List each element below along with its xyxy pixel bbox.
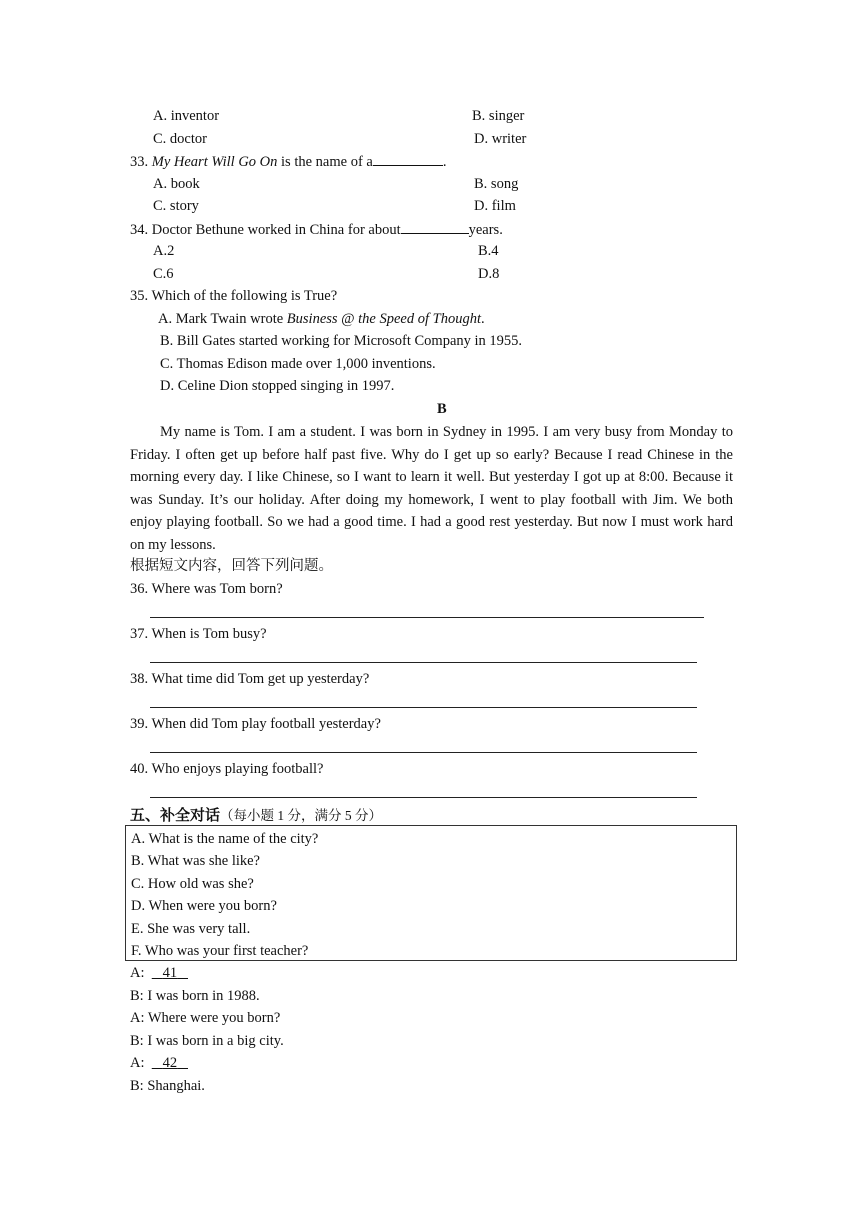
- q35-option-a-text: A. Mark Twain wrote: [158, 311, 287, 327]
- speaker-a: A:: [130, 1055, 145, 1071]
- blank-41-number: 41: [162, 965, 178, 981]
- blank-42[interactable]: [152, 1055, 188, 1071]
- q35-option-b: B. Bill Gates started working for Microsoft Company in 1955.: [160, 333, 523, 349]
- option-e: E. She was very tall.: [131, 921, 251, 937]
- speaker-a: A:: [130, 965, 145, 981]
- reading-passage: [130, 421, 733, 556]
- section-5-title: [130, 805, 382, 826]
- q33-answer-blank[interactable]: [373, 152, 443, 166]
- dialogue-line-5: [130, 1054, 188, 1072]
- dialogue-line-2: B: I was born in 1988.: [130, 988, 260, 1004]
- q35-stem: 35. Which of the following is True?: [130, 288, 338, 304]
- section-5-heading: 五、补全对话: [130, 806, 221, 824]
- section-5-score-note: （每小题 1 分，满分 5 分）: [220, 808, 383, 823]
- question-40: 40. Who enjoys playing football?: [130, 761, 324, 777]
- q35-option-a: [158, 310, 485, 328]
- dialogue-line-3: A: Where were you born?: [130, 1010, 281, 1026]
- q34-stem-text: 34. Doctor Bethune worked in China for about: [130, 222, 401, 238]
- reading-passage-text: My name is Tom. I am a student. I was born in Sydney in 1995. I am very busy from Monday to Friday. I often get up before half past five. Why do I get up so early? Because I read Chinese in the morning every day. I like Chinese, so I want to learn it well. But yesterday I got up at 8:00. Because it was Sunday. It’s our holiday. After doing my homework, I went to play football with Jim. We both enjoy playing football. So we had a good time. I had a good rest yesterday. But now I must work hard on my lessons.: [130, 424, 733, 553]
- question-38: 38. What time did Tom get up yesterday?: [130, 671, 370, 687]
- blank-42-number: 42: [162, 1055, 178, 1071]
- options-box: [125, 825, 737, 961]
- question-37: 37. When is Tom busy?: [130, 626, 267, 642]
- option-f: F. Who was your first teacher?: [131, 943, 309, 959]
- q33-stem-period: .: [442, 154, 447, 170]
- answer-line-37[interactable]: [150, 662, 697, 663]
- q32-option-d: D. writer: [474, 131, 527, 147]
- q32-option-c: C. doctor: [153, 131, 207, 147]
- option-d: D. When were you born?: [131, 898, 277, 914]
- dialogue-line-4: B: I was born in a big city.: [130, 1033, 284, 1049]
- option-b: B. What was she like?: [131, 853, 260, 869]
- q35-option-c: C. Thomas Edison made over 1,000 inventions.: [160, 356, 436, 372]
- q33-song-title: My Heart Will Go On: [151, 154, 278, 170]
- section-b-heading: B: [437, 401, 447, 417]
- option-c: C. How old was she?: [131, 876, 254, 892]
- q35-book-title: Business @ the Speed of Thought: [286, 311, 481, 327]
- q34-option-c: C.6: [153, 266, 174, 282]
- section-b-instruction: 根据短文内容，回答下列问题。: [130, 558, 333, 574]
- q34-option-d: D.8: [478, 266, 500, 282]
- q33-option-d: D. film: [474, 198, 516, 214]
- q33-option-c: C. story: [153, 198, 199, 214]
- q34-answer-blank[interactable]: [401, 220, 469, 234]
- q34-option-b: B.4: [478, 243, 499, 259]
- q34-stem: [130, 220, 503, 239]
- question-36: 36. Where was Tom born?: [130, 581, 283, 597]
- option-a: A. What is the name of the city?: [131, 831, 319, 847]
- q32-option-a: A. inventor: [153, 108, 220, 124]
- dialogue-line-1: [130, 964, 188, 982]
- answer-line-40[interactable]: [150, 797, 697, 798]
- q33-option-a: A. book: [153, 176, 200, 192]
- q35-option-d: D. Celine Dion stopped singing in 1997.: [160, 378, 395, 394]
- answer-line-39[interactable]: [150, 752, 697, 753]
- dialogue-line-6: B: Shanghai.: [130, 1078, 205, 1094]
- q34-option-a: A.2: [153, 243, 175, 259]
- q33-stem-text: is the name of a: [281, 154, 373, 170]
- q33-number: 33.: [130, 154, 149, 170]
- q33-option-b: B. song: [474, 176, 519, 192]
- blank-41[interactable]: [152, 965, 188, 981]
- answer-line-36[interactable]: [150, 617, 704, 618]
- q35-option-a-end: .: [480, 311, 485, 327]
- q34-stem-end: years.: [468, 222, 503, 238]
- q32-option-b: B. singer: [472, 108, 525, 124]
- q33-stem: [130, 152, 446, 171]
- question-39: 39. When did Tom play football yesterday?: [130, 716, 381, 732]
- answer-line-38[interactable]: [150, 707, 697, 708]
